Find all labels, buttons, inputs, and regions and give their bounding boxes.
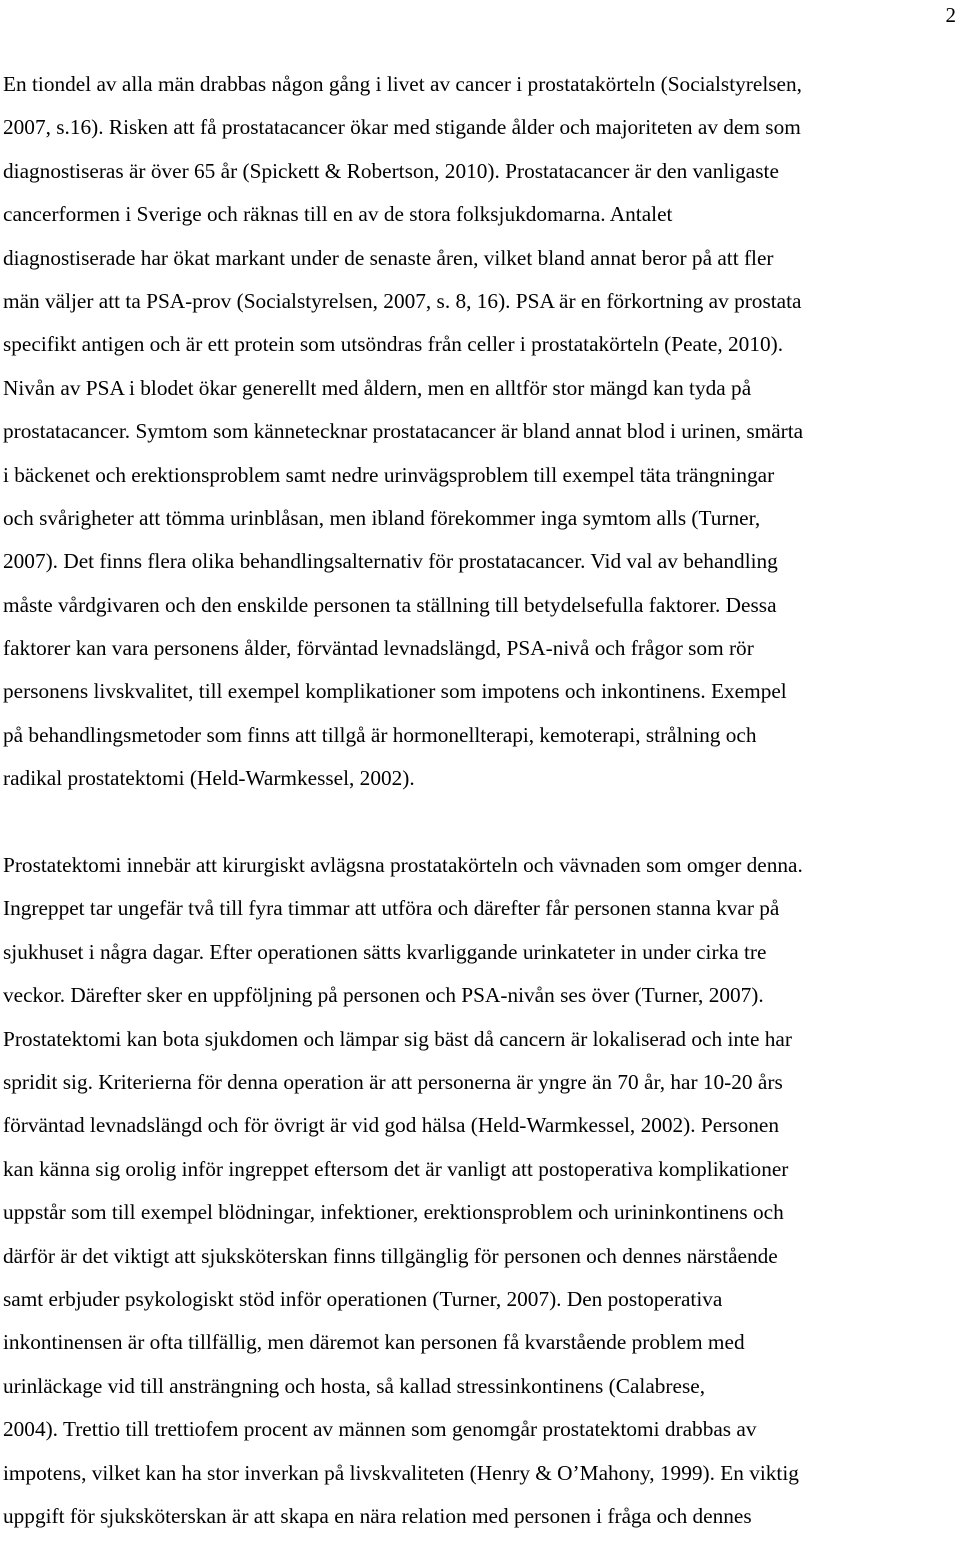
paragraph-spacer (3, 801, 953, 844)
text-line: faktorer kan vara personens ålder, förväntad levnadslängd, PSA-nivå och frågor som rör (3, 636, 754, 661)
text-line: måste vårdgivaren och den enskilde personen ta ställning till betydelsefulla faktorer. Dessa (3, 592, 777, 617)
text-line: uppstår som till exempel blödningar, infektioner, erektionsproblem och urininkontinens och (3, 1200, 784, 1225)
text-line: 2007). Det finns flera olika behandlingsalternativ för prostatacancer. Vid val av behandling (3, 549, 778, 574)
page-number: 2 (945, 3, 956, 27)
text-line: impotens, vilket kan ha stor inverkan på livskvaliteten (Henry & O’Mahony, 1999). En viktig (3, 1460, 799, 1485)
text-line: personens livskvalitet, till exempel komplikationer som impotens och inkontinens. Exempel (3, 679, 787, 704)
paragraph-prostate-cancer-overview (3, 63, 953, 801)
text-line: förväntad levnadslängd och för övrigt är vid god hälsa (Held-Warmkessel, 2002). Personen (3, 1113, 779, 1138)
text-line: Prostatektomi kan bota sjukdomen och lämpar sig bäst då cancern är lokaliserad och inte har (3, 1026, 792, 1051)
text-line: därför är det viktigt att sjuksköterskan finns tillgänglig för personen och dennes närstående (3, 1243, 778, 1268)
text-line: inkontinensen är ofta tillfällig, men däremot kan personen få kvarstående problem med (3, 1330, 745, 1355)
text-line: En tiondel av alla män drabbas någon gång i livet av cancer i prostatakörteln (Socialstyrelsen, (3, 72, 802, 96)
text-line: i bäckenet och erektionsproblem samt nedre urinvägsproblem till exempel täta trängningar (3, 462, 775, 487)
text-line: kan känna sig orolig inför ingreppet eftersom det är vanligt att postoperativa komplikationer (3, 1156, 789, 1181)
text-line: cancerformen i Sverige och räknas till en av de stora folksjukdomarna. Antalet (3, 202, 673, 227)
text-line: 2004). Trettio till trettiofem procent av männen som genomgår prostatektomi drabbas av (3, 1417, 757, 1442)
text-line: män väljer att ta PSA-prov (Socialstyrelsen, 2007, s. 8, 16). PSA är en förkortning av prostata (3, 288, 802, 313)
text-line: specifikt antigen och är ett protein som utsöndras från celler i prostatakörteln (Peate, 2010). (3, 332, 784, 357)
text-line: uppgift för sjuksköterskan är att skapa en nära relation med personen i fråga och dennes (3, 1503, 752, 1528)
text-line: radikal prostatektomi (Held-Warmkessel, 2002). (3, 766, 415, 791)
text-line: diagnostiseras är över 65 år (Spickett & Robertson, 2010). Prostatacancer är den vanligaste (3, 158, 779, 183)
text-line: prostatacancer. Symtom som kännetecknar prostatacancer är bland annat blod i urinen, smärta (3, 419, 804, 444)
body-text (3, 63, 953, 1538)
text-line: 2007, s.16). Risken att få prostatacancer ökar med stigande ålder och majoriteten av dem som (3, 115, 801, 140)
text-line: och svårigheter att tömma urinblåsan, men ibland förekommer inga symtom alls (Turner, (3, 505, 761, 530)
paragraph-prostatectomy (3, 844, 953, 1538)
text-line: sjukhuset i några dagar. Efter operationen sätts kvarliggande urinkateter in under cirka tre (3, 939, 767, 964)
text-line: Ingreppet tar ungefär två till fyra timmar att utföra och därefter får personen stanna kvar på (3, 896, 780, 921)
text-line: spridit sig. Kriterierna för denna operation är att personerna är yngre än 70 år, har 10-20 års (3, 1069, 783, 1094)
text-line: på behandlingsmetoder som finns att tillgå är hormonellterapi, kemoterapi, strålning och (3, 722, 757, 747)
text-line: veckor. Därefter sker en uppföljning på personen och PSA-nivån ses över (Turner, 2007). (3, 983, 764, 1008)
text-line: samt erbjuder psykologiskt stöd inför operationen (Turner, 2007). Den postoperativa (3, 1286, 723, 1311)
text-line: Prostatektomi innebär att kirurgiskt avlägsna prostatakörteln och vävnaden som omger denna. (3, 853, 803, 878)
text-line: Nivån av PSA i blodet ökar generellt med åldern, men en alltför stor mängd kan tyda på (3, 375, 752, 400)
text-line: diagnostiserade har ökat markant under de senaste åren, vilket bland annat beror på att fler (3, 245, 774, 270)
text-line: urinläckage vid till ansträngning och hosta, så kallad stressinkontinens (Calabrese, (3, 1373, 706, 1398)
